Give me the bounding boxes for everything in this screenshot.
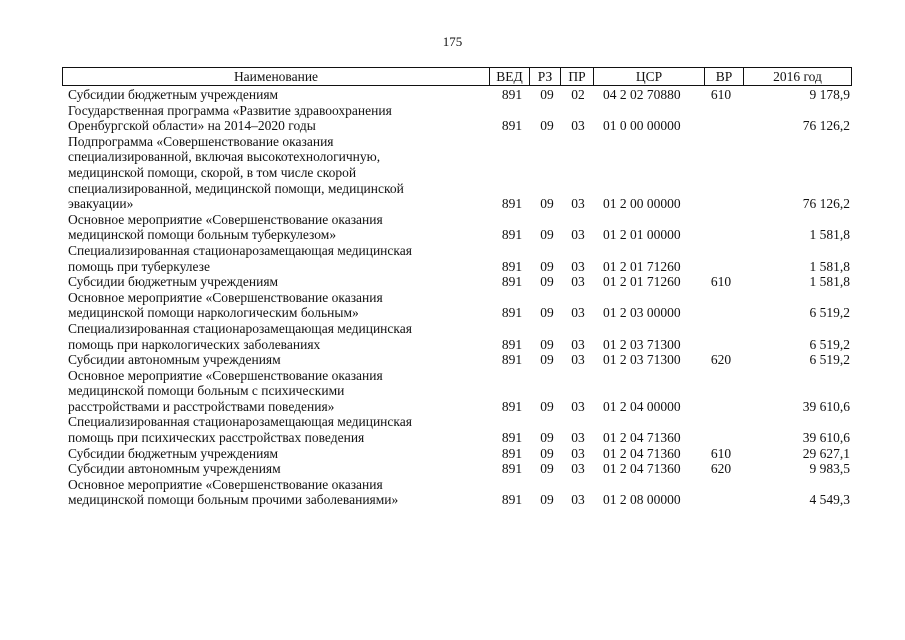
amount-value: 6 519,2 <box>809 352 850 368</box>
vr-code: 620 <box>710 461 732 477</box>
ved-code: 891 <box>501 305 523 321</box>
row-name <box>68 134 488 212</box>
row-name <box>68 446 488 462</box>
rz-code: 09 <box>540 461 554 477</box>
header-pr: ПР <box>568 69 586 84</box>
pr-code: 03 <box>571 227 585 243</box>
vr-code: 610 <box>710 274 732 290</box>
table-body <box>0 87 905 508</box>
table-row <box>0 103 905 134</box>
rz-code: 09 <box>540 352 554 368</box>
amount-value: 1 581,8 <box>809 258 850 274</box>
pr-code: 03 <box>571 305 585 321</box>
pr-code: 03 <box>571 352 585 368</box>
pr-code: 03 <box>571 336 585 352</box>
page-number: 175 <box>442 34 463 49</box>
ved-code: 891 <box>501 227 523 243</box>
csr-code: 01 2 00 00000 <box>603 196 681 212</box>
ved-code: 891 <box>501 461 523 477</box>
amount-value: 9 178,9 <box>809 87 850 102</box>
table-row <box>0 87 905 103</box>
row-name <box>68 212 488 243</box>
row-name-line: Основное мероприятие «Совершенствование оказания <box>68 476 383 492</box>
amount-value: 1 581,8 <box>809 227 850 243</box>
row-name-line: Субсидии бюджетным учреждениям <box>68 87 279 102</box>
csr-code: 04 2 02 70880 <box>603 87 681 102</box>
csr-code: 01 2 01 71260 <box>603 258 681 274</box>
amount-value: 76 126,2 <box>802 118 850 134</box>
row-name-line: медицинской помощи больным туберкулезом» <box>68 227 337 243</box>
amount-value: 6 519,2 <box>809 305 850 321</box>
vr-code: 610 <box>710 87 732 102</box>
amount-value: 39 610,6 <box>802 398 850 414</box>
table-row <box>0 414 905 445</box>
row-name-line: специализированной, включая высокотехнологичную, <box>68 149 381 165</box>
row-name <box>68 274 488 290</box>
row-name <box>68 290 488 321</box>
row-name-line: Субсидии бюджетным учреждениям <box>68 445 279 461</box>
vr-code: 610 <box>710 445 732 461</box>
table-row <box>0 290 905 321</box>
table-row <box>0 321 905 352</box>
pr-code: 03 <box>571 445 585 461</box>
row-name-line: расстройствами и расстройствами поведения» <box>68 398 335 414</box>
table-header <box>62 67 852 86</box>
row-name-line: Специализированная стационарозамещающая медицинская <box>68 414 412 430</box>
header-rz: РЗ <box>537 69 553 84</box>
pr-code: 03 <box>571 492 585 508</box>
ved-code: 891 <box>501 87 523 102</box>
pr-code: 03 <box>571 398 585 414</box>
row-name-line: Специализированная стационарозамещающая медицинская <box>68 242 412 258</box>
row-name-line: Подпрограмма «Совершенствование оказания <box>68 133 334 149</box>
rz-code: 09 <box>540 398 554 414</box>
rz-code: 09 <box>540 258 554 274</box>
row-name <box>68 461 488 477</box>
row-name-line: помощь при наркологических заболеваниях <box>68 336 321 352</box>
row-name-line: специализированной, медицинской помощи, медицинской <box>68 180 404 196</box>
ved-code: 891 <box>501 118 523 134</box>
table-row <box>0 461 905 477</box>
row-name-line: медицинской помощи больным с психическими <box>68 383 345 399</box>
csr-code: 01 2 01 00000 <box>603 227 681 243</box>
ved-code: 891 <box>501 336 523 352</box>
csr-code: 01 2 04 00000 <box>603 398 681 414</box>
amount-value: 4 549,3 <box>809 492 850 508</box>
rz-code: 09 <box>540 118 554 134</box>
csr-code: 01 2 04 71360 <box>603 430 681 446</box>
header-year: 2016 год <box>773 69 822 84</box>
header-ved: ВЕД <box>496 69 523 84</box>
csr-code: 01 2 01 71260 <box>603 274 681 290</box>
row-name <box>68 87 488 103</box>
ved-code: 891 <box>501 445 523 461</box>
table-row <box>0 477 905 508</box>
pr-code: 03 <box>571 258 585 274</box>
ved-code: 891 <box>501 352 523 368</box>
pr-code: 02 <box>571 87 585 102</box>
amount-value: 39 610,6 <box>802 430 850 446</box>
table-row <box>0 352 905 368</box>
csr-code: 01 2 03 71300 <box>603 352 681 368</box>
csr-code: 01 2 03 71300 <box>603 336 681 352</box>
csr-code: 01 2 04 71360 <box>603 445 681 461</box>
amount-value: 6 519,2 <box>809 336 850 352</box>
csr-code: 01 2 04 71360 <box>603 461 681 477</box>
row-name <box>68 414 488 445</box>
ved-code: 891 <box>501 492 523 508</box>
amount-value: 29 627,1 <box>802 445 850 461</box>
row-name-line: Государственная программа «Развитие здравоохранения <box>68 102 392 118</box>
table-row <box>0 274 905 290</box>
row-name-line: Основное мероприятие «Совершенствование оказания <box>68 367 383 383</box>
csr-code: 01 2 03 00000 <box>603 305 681 321</box>
rz-code: 09 <box>540 305 554 321</box>
pr-code: 03 <box>571 430 585 446</box>
rz-code: 09 <box>540 87 554 102</box>
amount-value: 9 983,5 <box>809 461 850 477</box>
table-row <box>0 446 905 462</box>
rz-code: 09 <box>540 336 554 352</box>
ved-code: 891 <box>501 398 523 414</box>
rz-code: 09 <box>540 274 554 290</box>
row-name-line: Основное мероприятие «Совершенствование оказания <box>68 289 383 305</box>
rz-code: 09 <box>540 445 554 461</box>
pr-code: 03 <box>571 118 585 134</box>
rz-code: 09 <box>540 196 554 212</box>
row-name-line: Субсидии бюджетным учреждениям <box>68 274 279 290</box>
row-name-line: Основное мероприятие «Совершенствование оказания <box>68 211 383 227</box>
header-csr: ЦСР <box>635 69 663 84</box>
row-name-line: помощь при туберкулезе <box>68 258 210 274</box>
row-name-line: помощь при психических расстройствах поведения <box>68 430 365 446</box>
row-name <box>68 103 488 134</box>
header-name: Наименование <box>233 69 319 84</box>
header-vr: ВР <box>715 69 733 84</box>
table-row <box>0 368 905 415</box>
row-name <box>68 477 488 508</box>
row-name-line: Оренбургской области» на 2014–2020 годы <box>68 118 316 134</box>
pr-code: 03 <box>571 274 585 290</box>
row-name <box>68 243 488 274</box>
ved-code: 891 <box>501 258 523 274</box>
row-name-line: эвакуации» <box>68 196 134 212</box>
row-name-line: медицинской помощи наркологическим больным» <box>68 305 359 321</box>
row-name <box>68 321 488 352</box>
row-name-line: Специализированная стационарозамещающая медицинская <box>68 320 412 336</box>
amount-value: 76 126,2 <box>802 196 850 212</box>
rz-code: 09 <box>540 492 554 508</box>
amount-value: 1 581,8 <box>809 274 850 290</box>
csr-code: 01 2 08 00000 <box>603 492 681 508</box>
row-name-line: медицинской помощи больным прочими заболеваниями» <box>68 492 399 508</box>
table-row <box>0 243 905 274</box>
rz-code: 09 <box>540 430 554 446</box>
pr-code: 03 <box>571 461 585 477</box>
csr-code: 01 0 00 00000 <box>603 118 681 134</box>
row-name-line: Субсидии автономным учреждениям <box>68 352 281 368</box>
row-name-line: Субсидии автономным учреждениям <box>68 461 281 477</box>
row-name <box>68 352 488 368</box>
ved-code: 891 <box>501 196 523 212</box>
pr-code: 03 <box>571 196 585 212</box>
row-name <box>68 368 488 415</box>
rz-code: 09 <box>540 227 554 243</box>
row-name-line: медицинской помощи, скорой, в том числе скорой <box>68 164 357 180</box>
table-row <box>0 212 905 243</box>
ved-code: 891 <box>501 274 523 290</box>
ved-code: 891 <box>501 430 523 446</box>
table-row <box>0 134 905 212</box>
vr-code: 620 <box>710 352 732 368</box>
